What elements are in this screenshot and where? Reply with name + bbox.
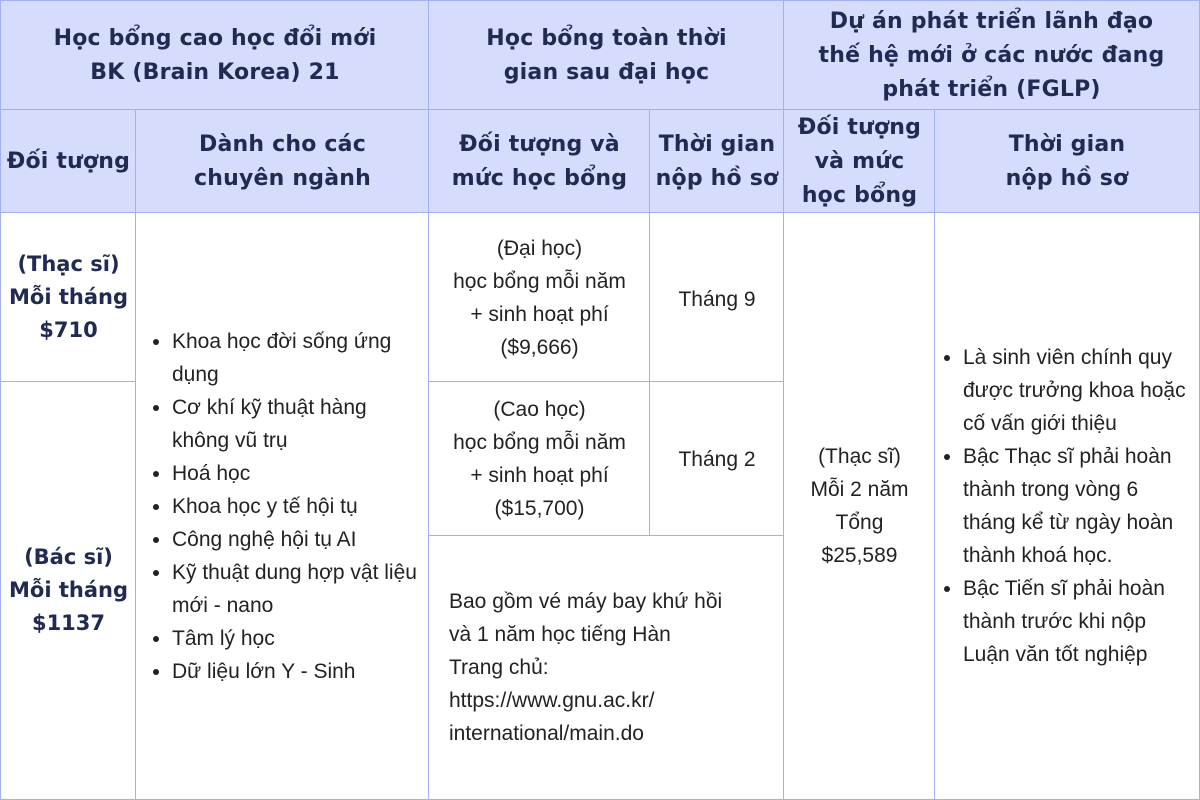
header-fulltime-line1: Học bổng toàn thời: [486, 25, 727, 51]
bk21-majors-list: [146, 325, 421, 688]
fglp-amount-line2: Mỗi 2 năm: [810, 478, 909, 501]
bk21-majors: [135, 212, 430, 800]
fulltime-undergrad-line4: ($9,666): [500, 335, 579, 359]
fglp-amount-line3: Tổng: [835, 511, 884, 534]
fulltime-grad-time: [649, 381, 785, 537]
fglp-amount-line4: $25,589: [821, 544, 898, 567]
header-fglp-line3: phát triển (FGLP): [882, 76, 1101, 102]
fulltime-grad-line4: ($15,700): [494, 497, 585, 520]
list-item: • Tâm lý học: [172, 622, 421, 655]
list-item: • Kỹ thuật dung hợp vật liệu mới - nano: [172, 556, 421, 622]
list-item: • Là sinh viên chính quy được trưởng khoa hoặc cố vấn giới thiệu: [963, 341, 1191, 440]
fulltime-note-link-line1[interactable]: https://www.gnu.ac.kr/: [449, 689, 655, 712]
list-item: • Khoa học y tế hội tụ: [172, 490, 421, 523]
header-bk21-line2: BK (Brain Korea) 21: [90, 59, 340, 85]
subheader-thoi-gian: [649, 109, 785, 214]
header-fglp: [783, 0, 1200, 111]
fulltime-undergrad-line2: học bổng mỗi năm: [453, 269, 626, 293]
subheader-fglp-doi-tuong-line3: học bổng: [801, 182, 918, 208]
fglp-amount: [783, 212, 936, 800]
subheader-thoi-gian-line2: nộp hồ sơ: [655, 165, 779, 191]
list-item: • Dữ liệu lớn Y - Sinh: [172, 655, 421, 688]
fulltime-undergrad-time: [649, 212, 785, 383]
list-item: • Công nghệ hội tụ AI: [172, 523, 421, 556]
subheader-fglp-doi-tuong-line1: Đối tượng: [797, 114, 922, 140]
header-fglp-line2: thế hệ mới ở các nước đang: [818, 42, 1165, 68]
subheader-fglp-thoi-gian: [934, 109, 1200, 214]
subheader-doi-tuong-line1: Đối tượng: [6, 148, 131, 174]
fglp-requirements-list: [937, 341, 1191, 671]
header-fulltime-line2: gian sau đại học: [503, 59, 710, 85]
fglp-amount-line1: (Thạc sĩ): [818, 445, 901, 468]
subheader-fglp-thoi-gian-line2: nộp hồ sơ: [1005, 165, 1129, 191]
fulltime-undergrad-line1: (Đại học): [496, 236, 583, 260]
fulltime-note-line2: và 1 năm học tiếng Hàn: [449, 623, 671, 646]
subheader-doi-tuong-muc-line1: Đối tượng và: [459, 131, 620, 157]
subheader-doi-tuong-muc-line2: mức học bổng: [451, 165, 628, 191]
bk21-doctor-line2: Mỗi tháng: [9, 578, 128, 602]
bk21-masters-line3: $710: [39, 318, 98, 342]
subheader-doi-tuong: [0, 109, 137, 214]
subheader-fglp-doi-tuong: [783, 109, 936, 214]
fulltime-note-link-line2[interactable]: international/main.do: [449, 722, 644, 745]
fulltime-grad-amount: [428, 381, 651, 537]
subheader-chuyen-nganh-line1: Dành cho các: [199, 131, 366, 157]
fulltime-note-text: [449, 585, 722, 750]
fulltime-grad-line2: học bổng mỗi năm: [453, 431, 626, 454]
fulltime-grad-line1: (Cao học): [493, 398, 586, 421]
header-bk21-line1: Học bổng cao học đổi mới: [53, 25, 377, 51]
fulltime-grad-line3: + sinh hoạt phí: [470, 464, 609, 487]
header-fglp-line1: Dự án phát triển lãnh đạo: [829, 8, 1154, 34]
header-bk21: [0, 0, 430, 111]
subheader-chuyen-nganh-line2: chuyên ngành: [194, 165, 371, 191]
list-item: • Cơ khí kỹ thuật hàng không vũ trụ: [172, 391, 421, 457]
subheader-doi-tuong-muc: [428, 109, 651, 214]
bk21-masters-line2: Mỗi tháng: [9, 285, 128, 309]
header-fulltime: [428, 0, 785, 111]
subheader-chuyen-nganh: [135, 109, 430, 214]
fglp-requirements: [934, 212, 1200, 800]
fulltime-grad-time-text: Tháng 2: [678, 447, 756, 471]
bk21-masters-line1: (Thạc sĩ): [17, 252, 120, 276]
list-item: • Hoá học: [172, 457, 421, 490]
list-item: • Bậc Thạc sĩ phải hoàn thành trong vòng 6 tháng kể từ ngày hoàn thành khoá học.: [963, 440, 1191, 572]
fulltime-undergrad-time-text: Tháng 9: [678, 288, 756, 311]
bk21-doctor-line1: (Bác sĩ): [24, 545, 113, 569]
fulltime-undergrad-line3: + sinh hoạt phí: [470, 302, 609, 326]
subheader-thoi-gian-line1: Thời gian: [658, 131, 776, 157]
bk21-doctor-amount: [0, 381, 137, 800]
list-item: • Khoa học đời sống ứng dụng: [172, 325, 421, 391]
fulltime-undergrad-amount: [428, 212, 651, 383]
subheader-fglp-thoi-gian-line1: Thời gian: [1008, 131, 1126, 157]
subheader-fglp-doi-tuong-line2: và mức: [814, 148, 905, 174]
list-item: • Bậc Tiến sĩ phải hoàn thành trước khi nộp Luận văn tốt nghiệp: [963, 572, 1191, 671]
bk21-doctor-line3: $1137: [31, 611, 106, 635]
fulltime-note-line3: Trang chủ:: [449, 656, 549, 679]
fulltime-note-line1: Bao gồm vé máy bay khứ hồi: [449, 590, 723, 613]
fulltime-note: [428, 535, 785, 800]
bk21-masters-amount: [0, 212, 137, 383]
